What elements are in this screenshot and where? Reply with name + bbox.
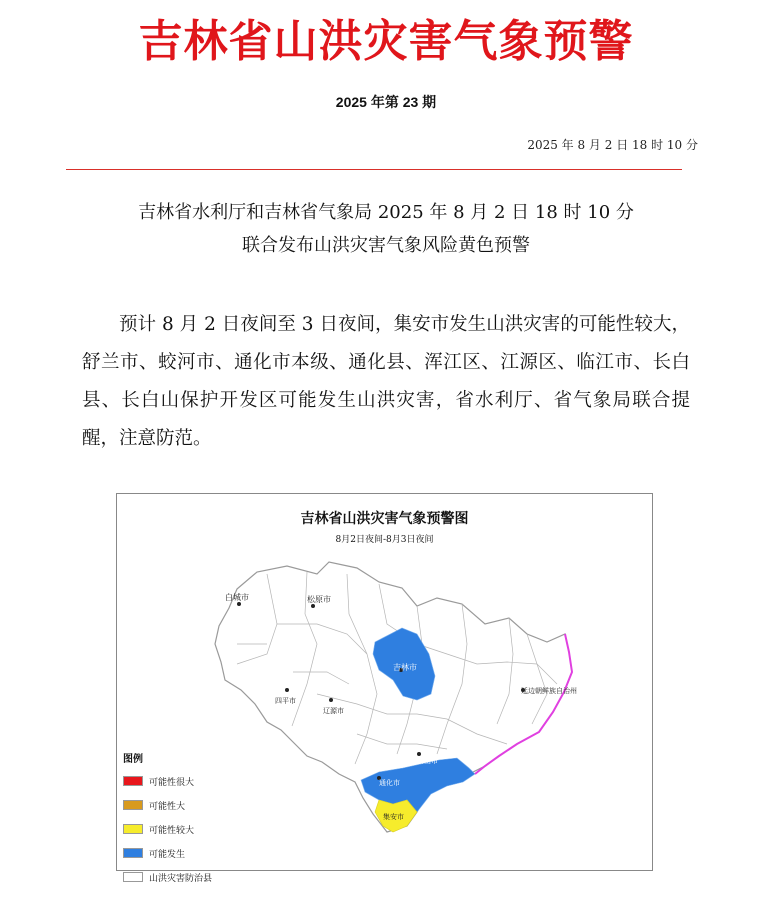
map-subtitle: 8月2日夜间-8月3日夜间 (335, 535, 434, 545)
label-yanbian: 延边朝鲜族自治州 (521, 687, 577, 695)
legend-item (123, 869, 253, 885)
map-legend (123, 750, 253, 885)
legend-title: 图例 (123, 754, 143, 765)
warning-map (116, 493, 653, 884)
warning-subtitle (0, 196, 772, 262)
legend-swatch-orange (123, 800, 143, 810)
legend-item (123, 845, 253, 861)
legend-label: 可能性很大 (149, 777, 195, 788)
issue-number: 2025 年第 23 期 (335, 94, 437, 110)
legend-item (123, 797, 253, 813)
header-divider (66, 169, 682, 170)
legend-label: 可能性大 (149, 801, 186, 812)
label-baishan: 白山市 (417, 757, 438, 765)
label-siping: 四平市 (275, 697, 296, 705)
document-title: 吉林省山洪灾害气象预警 (138, 16, 634, 67)
legend-label: 山洪灾害防治县 (149, 873, 213, 884)
legend-swatch-yellow (123, 824, 143, 834)
subtitle-line-2: 联合发布山洪灾害气象风险黄色预警 (242, 235, 530, 256)
point-liaoyuan (329, 698, 333, 702)
legend-item (123, 821, 253, 837)
legend-label: 可能发生 (149, 849, 186, 860)
legend-swatch-blue (123, 848, 143, 858)
label-ji-an: 集安市 (383, 813, 404, 821)
legend-item (123, 773, 253, 789)
map-title: 吉林省山洪灾害气象预警图 (300, 511, 469, 527)
legend-swatch-red (123, 776, 143, 786)
legend-label: 可能性较大 (149, 825, 195, 836)
label-jilin: 吉林市 (393, 663, 417, 672)
legend-swatch-white (123, 872, 143, 882)
label-liaoyuan: 辽源市 (323, 707, 344, 715)
label-songyuan: 松原市 (307, 595, 331, 604)
point-siping (285, 688, 289, 692)
subtitle-line-1: 吉林省水利厅和吉林省气象局 2025 年 8 月 2 日 18 时 10 分 (138, 202, 634, 223)
warning-paragraph: 预计 8 月 2 日夜间至 3 日夜间，集安市发生山洪灾害的可能性较大，舒兰市、蛟河市、通化市本级、通化县、浑江区、江源区、临江市、长白县、长白山保护开发区可能发生山洪灾害，省水利厅、省气象局联合提醒，注意防范。 (82, 314, 690, 449)
issue-datetime: 2025 年 8 月 2 日 18 时 10 分 (527, 138, 698, 152)
label-tonghua: 通化市 (379, 779, 400, 787)
label-baicheng: 白城市 (225, 593, 249, 602)
